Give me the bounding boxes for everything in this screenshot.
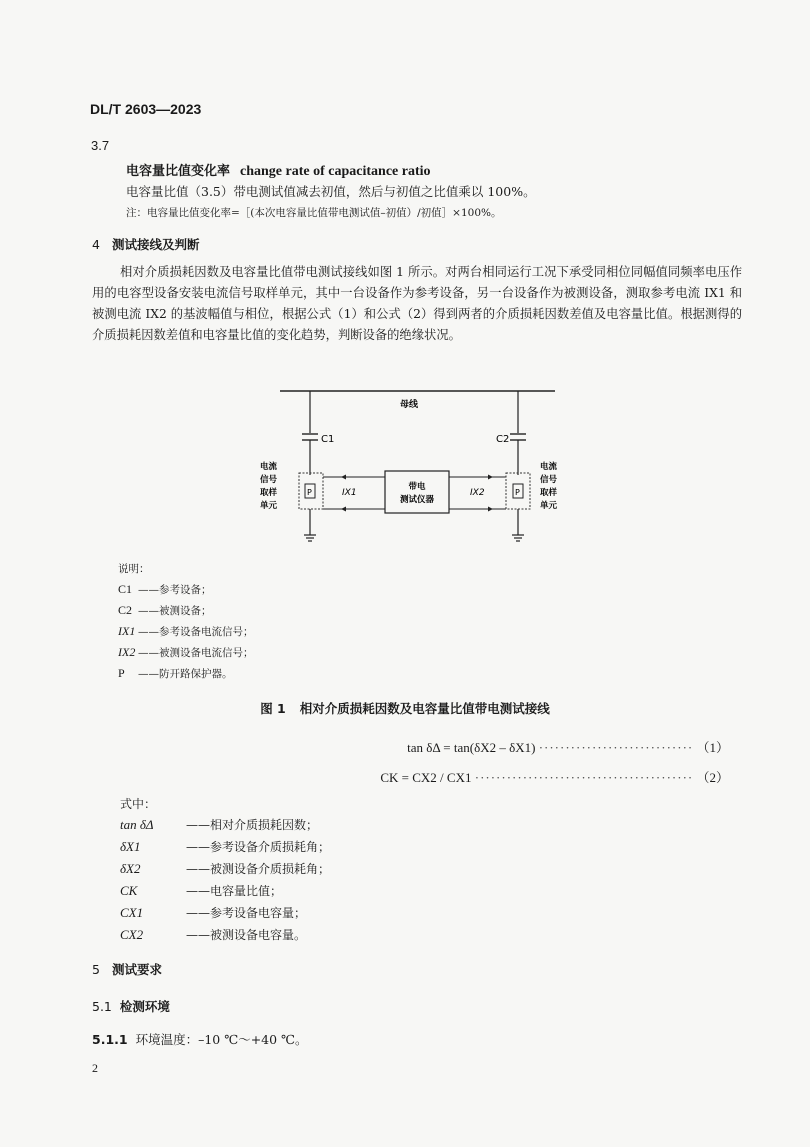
variable-symbol: CX1 xyxy=(120,905,144,920)
term-cn: 电容量比值变化率 xyxy=(126,164,231,179)
variable-item xyxy=(120,816,318,833)
clause-number: 3.7 xyxy=(91,138,110,153)
term-title xyxy=(126,160,431,180)
term-note: 注：电容量比值变化率=［(本次电容量比值带电测试值–初值）/初值］×100%。 xyxy=(126,207,502,219)
section-title: 检测环境 xyxy=(119,999,170,1014)
legend-item xyxy=(118,645,254,660)
legend-item xyxy=(118,582,212,597)
standard-number: DL/T 2603—2023 xyxy=(90,101,202,117)
variable-symbol: CX2 xyxy=(120,927,144,942)
where-label: 式中： xyxy=(120,797,157,811)
variable-item xyxy=(120,904,306,921)
legend-desc: ——参考设备电流信号； xyxy=(138,626,254,638)
variable-symbol: δX2 xyxy=(120,861,141,876)
ix1-label: IX1 xyxy=(342,488,357,498)
formula-2-expr: CK = CX2 / CX1 xyxy=(380,770,472,785)
formula-1-expr: tan δΔ = tan(δX2 – δX1) xyxy=(407,740,536,755)
right-unit-label-1: 电流 xyxy=(540,462,558,472)
section-4-heading xyxy=(92,235,199,253)
variable-item xyxy=(120,838,330,855)
legend-desc: ——参考设备； xyxy=(138,584,212,596)
instrument-label-1: 带电 xyxy=(408,482,426,492)
right-protector-label: P xyxy=(515,488,520,497)
c1-label: C1 xyxy=(321,434,335,445)
variable-desc: ——参考设备介质损耗角； xyxy=(186,840,331,854)
variable-item xyxy=(120,860,330,877)
variable-desc: ——参考设备电容量； xyxy=(186,906,307,920)
section-5-1-heading xyxy=(92,997,170,1015)
left-protector-label: P xyxy=(307,488,312,497)
variable-desc: ——电容量比值； xyxy=(186,884,283,898)
right-unit-label-4: 单元 xyxy=(540,501,558,511)
busbar-label: 母线 xyxy=(400,400,419,410)
variable-desc: ——相对介质损耗因数； xyxy=(186,818,319,832)
formula-2-number: （2） xyxy=(696,770,729,785)
legend-symbol: C2 xyxy=(118,603,133,617)
legend-item xyxy=(118,603,212,618)
left-unit-label-1: 电流 xyxy=(260,462,278,472)
c2-label: C2 xyxy=(496,434,510,445)
formula-1-number: （1） xyxy=(696,740,729,755)
formula-2: CK = CX2 / CX1 ········································· （2） xyxy=(380,770,729,785)
right-unit-label-3: 取样 xyxy=(540,488,558,498)
right-unit-label-2: 信号 xyxy=(540,475,558,485)
legend-symbol: P xyxy=(118,666,125,680)
section-4-paragraph: 相对介质损耗因数及电容量比值带电测试接线如图 1 所示。对两台相同运行工况下承受同相位同幅值同频率电压作用的电容型设备安装电流信号取样单元，其中一台设备作为参考设备，另一台设备作为被测设备，测取参考电流 IX1 和被测电流 IX2 的基波幅值与相位，根据公式（1）和公式（2）得到两者的介质损耗因数差值及电容量比值。根据测得的介质损耗因数差值和电容量比值的变化趋势，判断设备的绝缘状况。 xyxy=(92,265,742,342)
legend-title: 说明： xyxy=(118,563,150,575)
page-number: 2 xyxy=(92,1061,98,1075)
term-definition: 电容量比值（3.5）带电测试值减去初值，然后与初值之比值乘以 100%。 xyxy=(126,184,536,199)
section-number: 4 xyxy=(92,237,100,252)
variable-item xyxy=(120,882,282,899)
ix2-label: IX2 xyxy=(470,488,485,498)
variable-symbol: δX1 xyxy=(120,839,141,854)
section-5-heading xyxy=(92,960,162,978)
legend-desc: ——被测设备； xyxy=(138,605,212,617)
variable-desc: ——被测设备电容量。 xyxy=(186,928,307,942)
figure-number: 图 1 xyxy=(260,701,286,716)
wiring-diagram xyxy=(250,385,570,555)
clause-5-1-1 xyxy=(92,1030,308,1048)
left-unit-label-2: 信号 xyxy=(260,475,278,485)
figure-title: 相对介质损耗因数及电容量比值带电测试接线 xyxy=(299,701,550,716)
section-title: 测试要求 xyxy=(111,962,162,977)
legend-desc: ——被测设备电流信号； xyxy=(138,647,254,659)
legend-desc: ——防开路保护器。 xyxy=(138,668,233,680)
legend-symbol: C1 xyxy=(118,582,133,596)
variable-desc: ——被测设备介质损耗角； xyxy=(186,862,331,876)
clause-text: 环境温度：–10 ℃～+40 ℃。 xyxy=(135,1032,308,1047)
formula-1: tan δΔ = tan(δX2 – δX1) ····························· （1） xyxy=(407,740,729,755)
variable-symbol: tan δΔ xyxy=(120,817,154,832)
legend-item xyxy=(118,624,254,639)
clause-number: 5.1.1 xyxy=(92,1032,128,1047)
figure-caption xyxy=(0,699,810,717)
section-number: 5.1 xyxy=(92,999,112,1014)
variable-symbol: CK xyxy=(120,883,138,898)
left-unit-label-4: 单元 xyxy=(260,501,278,511)
left-unit-label-3: 取样 xyxy=(260,488,278,498)
legend-symbol: IX2 xyxy=(118,645,136,659)
section-number: 5 xyxy=(92,962,100,977)
term-en: change rate of capacitance ratio xyxy=(240,164,431,179)
test-instrument-box xyxy=(385,471,449,513)
section-title: 测试接线及判断 xyxy=(111,237,200,252)
variable-item xyxy=(120,926,306,943)
legend-symbol: IX1 xyxy=(118,624,136,638)
legend-item xyxy=(118,666,233,681)
instrument-label-2: 测试仪器 xyxy=(399,495,435,505)
